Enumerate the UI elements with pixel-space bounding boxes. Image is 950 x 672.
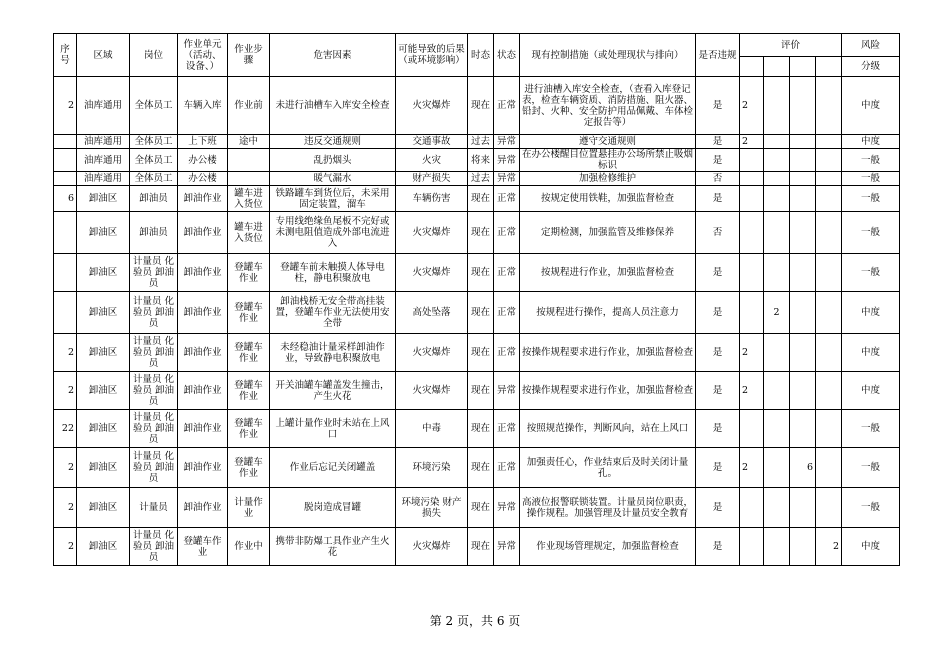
cell-post: 全体员工 — [130, 135, 178, 149]
cell-eval-4 — [816, 149, 842, 172]
cell-violation: 否 — [696, 172, 740, 186]
cell-eval-2: 2 — [764, 292, 790, 334]
page-footer: 第 2 页，共 6 页 — [429, 614, 521, 628]
cell-post: 计量员 化验员 卸油员 — [130, 528, 178, 566]
cell-eval-4 — [816, 254, 842, 292]
cell-unit: 登罐车作业 — [178, 528, 228, 566]
cell-state: 正常 — [494, 292, 520, 334]
cell-hazard: 登罐车前未触摸人体导电柱，静电积聚放电 — [270, 254, 396, 292]
cell-eval-2 — [764, 149, 790, 172]
header-eval: 评价 — [740, 34, 842, 57]
cell-consequence: 车辆伤害 — [396, 186, 468, 212]
cell-post: 全体员工 — [130, 172, 178, 186]
cell-state: 异常 — [494, 149, 520, 172]
cell-eval-2 — [764, 372, 790, 410]
header-consequence: 可能导致的后果（或环境影响） — [396, 34, 468, 77]
cell-eval-4 — [816, 172, 842, 186]
cell-seq: 22 — [54, 410, 77, 448]
cell-unit: 办公楼 — [178, 149, 228, 172]
cell-eval-2 — [764, 172, 790, 186]
header-eval-1 — [740, 57, 764, 77]
cell-post: 卸油员 — [130, 212, 178, 254]
cell-eval-3 — [790, 149, 816, 172]
cell-tense: 现在 — [468, 448, 494, 488]
cell-consequence: 火灾爆炸 — [396, 334, 468, 372]
cell-control: 按规定使用铁鞋，加强监督检查 — [520, 186, 696, 212]
cell-control: 遵守交通规则 — [520, 135, 696, 149]
cell-seq — [54, 149, 77, 172]
cell-eval-1: 2 — [740, 77, 764, 135]
table-row — [54, 172, 900, 186]
cell-eval-3 — [790, 410, 816, 448]
cell-unit: 卸油作业 — [178, 186, 228, 212]
cell-post: 计量员 化验员 卸油员 — [130, 292, 178, 334]
cell-eval-1 — [740, 172, 764, 186]
cell-unit: 卸油作业 — [178, 448, 228, 488]
cell-eval-2 — [764, 77, 790, 135]
header-unit: 作业单元（活动、设备、） — [178, 34, 228, 77]
cell-area: 卸油区 — [77, 448, 130, 488]
cell-state: 异常 — [494, 135, 520, 149]
cell-seq: 2 — [54, 77, 77, 135]
cell-step: 罐车进入货位 — [228, 212, 270, 254]
cell-state: 正常 — [494, 410, 520, 448]
table-row — [54, 135, 900, 149]
cell-hazard: 未进行油槽车入库安全检查 — [270, 77, 396, 135]
cell-area: 油库通用 — [77, 172, 130, 186]
cell-post: 计量员 化验员 卸油员 — [130, 410, 178, 448]
cell-state: 正常 — [494, 334, 520, 372]
cell-area: 油库通用 — [77, 149, 130, 172]
cell-eval-1 — [740, 410, 764, 448]
cell-eval-3: 6 — [790, 448, 816, 488]
cell-hazard: 开关油罐车罐盖发生撞击，产生火花 — [270, 372, 396, 410]
cell-eval-2 — [764, 448, 790, 488]
cell-eval-3 — [790, 488, 816, 528]
header-hazard: 危害因素 — [270, 34, 396, 77]
table-row — [54, 334, 900, 372]
cell-violation: 是 — [696, 372, 740, 410]
cell-violation: 是 — [696, 292, 740, 334]
cell-risk: 一般 — [842, 254, 900, 292]
cell-unit: 卸油作业 — [178, 254, 228, 292]
cell-tense: 现在 — [468, 528, 494, 566]
cell-hazard: 铁路罐车到货位后，未采用固定装置，溜车 — [270, 186, 396, 212]
cell-hazard: 脱岗造成冒罐 — [270, 488, 396, 528]
cell-consequence: 环境污染 — [396, 448, 468, 488]
cell-violation: 是 — [696, 334, 740, 372]
header-eval-2 — [764, 57, 790, 77]
cell-risk: 一般 — [842, 149, 900, 172]
cell-consequence: 火灾爆炸 — [396, 372, 468, 410]
cell-eval-1: 2 — [740, 334, 764, 372]
cell-eval-4 — [816, 410, 842, 448]
header-violation: 是否违规 — [696, 34, 740, 77]
cell-step: 登罐车作业 — [228, 448, 270, 488]
header-grade: 分级 — [842, 57, 900, 77]
cell-eval-4 — [816, 372, 842, 410]
cell-risk: 一般 — [842, 212, 900, 254]
table-row — [54, 254, 900, 292]
table-row — [54, 372, 900, 410]
cell-eval-3 — [790, 528, 816, 566]
cell-seq: 2 — [54, 528, 77, 566]
cell-eval-1 — [740, 212, 764, 254]
header-control: 现有控制措施（或处理现状与排向） — [520, 34, 696, 77]
cell-state: 正常 — [494, 448, 520, 488]
cell-step: 登罐车作业 — [228, 292, 270, 334]
cell-risk: 中度 — [842, 135, 900, 149]
cell-tense: 现在 — [468, 292, 494, 334]
header-risk: 风险 — [842, 34, 900, 57]
cell-area: 卸油区 — [77, 212, 130, 254]
cell-tense: 现在 — [468, 372, 494, 410]
cell-tense: 过去 — [468, 172, 494, 186]
cell-seq — [54, 135, 77, 149]
cell-tense: 现在 — [468, 77, 494, 135]
cell-hazard: 携带非防爆工具作业产生火花 — [270, 528, 396, 566]
cell-step: 作业前 — [228, 77, 270, 135]
cell-risk: 一般 — [842, 410, 900, 448]
cell-consequence: 火灾爆炸 — [396, 254, 468, 292]
cell-step: 途中 — [228, 135, 270, 149]
cell-state: 异常 — [494, 172, 520, 186]
cell-consequence: 火灾爆炸 — [396, 528, 468, 566]
cell-unit: 卸油作业 — [178, 488, 228, 528]
hazard-table — [53, 33, 900, 566]
cell-eval-3 — [790, 212, 816, 254]
cell-violation: 是 — [696, 77, 740, 135]
cell-eval-2 — [764, 334, 790, 372]
cell-tense: 现在 — [468, 410, 494, 448]
cell-seq: 2 — [54, 334, 77, 372]
cell-eval-4 — [816, 448, 842, 488]
cell-tense: 现在 — [468, 334, 494, 372]
cell-step: 登罐车作业 — [228, 334, 270, 372]
cell-eval-1 — [740, 186, 764, 212]
cell-risk: 中度 — [842, 528, 900, 566]
cell-risk: 一般 — [842, 172, 900, 186]
cell-area: 油库通用 — [77, 77, 130, 135]
cell-violation: 是 — [696, 488, 740, 528]
cell-eval-1: 2 — [740, 135, 764, 149]
header-eval-4 — [816, 57, 842, 77]
cell-unit: 上下班 — [178, 135, 228, 149]
cell-area: 卸油区 — [77, 186, 130, 212]
header-area: 区域 — [77, 34, 130, 77]
cell-eval-4 — [816, 186, 842, 212]
cell-state: 正常 — [494, 254, 520, 292]
cell-hazard: 暖气漏水 — [270, 172, 396, 186]
cell-step — [228, 149, 270, 172]
cell-violation: 是 — [696, 254, 740, 292]
cell-area: 卸油区 — [77, 292, 130, 334]
cell-hazard: 未经稳油计量采样卸油作业，导致静电积聚放电 — [270, 334, 396, 372]
cell-tense: 现在 — [468, 254, 494, 292]
cell-eval-3 — [790, 372, 816, 410]
cell-risk: 中度 — [842, 77, 900, 135]
cell-seq: 6 — [54, 186, 77, 212]
cell-post: 计量员 — [130, 488, 178, 528]
cell-area: 卸油区 — [77, 334, 130, 372]
cell-area: 卸油区 — [77, 528, 130, 566]
table-body — [54, 77, 900, 566]
cell-consequence: 财产损失 — [396, 172, 468, 186]
cell-area: 卸油区 — [77, 488, 130, 528]
cell-area: 卸油区 — [77, 372, 130, 410]
cell-area: 卸油区 — [77, 254, 130, 292]
cell-eval-1 — [740, 292, 764, 334]
cell-eval-4 — [816, 212, 842, 254]
cell-hazard: 违反交通规则 — [270, 135, 396, 149]
table-row — [54, 149, 900, 172]
cell-consequence: 中毒 — [396, 410, 468, 448]
header-seq: 序号 — [54, 34, 77, 77]
cell-area: 油库通用 — [77, 135, 130, 149]
cell-risk: 一般 — [842, 448, 900, 488]
cell-unit: 卸油作业 — [178, 334, 228, 372]
cell-risk: 中度 — [842, 334, 900, 372]
cell-step: 罐车进入货位 — [228, 186, 270, 212]
cell-step: 计量作业 — [228, 488, 270, 528]
table-row — [54, 212, 900, 254]
header-post: 岗位 — [130, 34, 178, 77]
cell-risk: 中度 — [842, 292, 900, 334]
cell-eval-3 — [790, 77, 816, 135]
cell-eval-1 — [740, 149, 764, 172]
table-row — [54, 528, 900, 566]
cell-control: 作业现场管理规定，加强监督检查 — [520, 528, 696, 566]
cell-eval-3 — [790, 186, 816, 212]
cell-violation: 是 — [696, 149, 740, 172]
cell-violation: 是 — [696, 410, 740, 448]
cell-eval-3 — [790, 292, 816, 334]
header-step: 作业步骤 — [228, 34, 270, 77]
cell-eval-2 — [764, 186, 790, 212]
cell-eval-1: 2 — [740, 372, 764, 410]
cell-area: 卸油区 — [77, 410, 130, 448]
cell-control: 进行油槽入库安全检查，（查看入库登记表，检查车辆资质、消防措施、阻火器、铅封、火种、安全防护用品佩戴、车体检定报告等） — [520, 77, 696, 135]
cell-unit: 办公楼 — [178, 172, 228, 186]
cell-step: 登罐车作业 — [228, 410, 270, 448]
cell-post: 计量员 化验员 卸油员 — [130, 372, 178, 410]
cell-tense: 将来 — [468, 149, 494, 172]
cell-hazard: 卸油栈桥无安全带高挂装置，登罐车作业无法使用安全带 — [270, 292, 396, 334]
cell-risk: 中度 — [842, 372, 900, 410]
cell-control: 高液位报警联锁装置。计量员岗位职责，操作规程。加强管理及计量员安全教育 — [520, 488, 696, 528]
cell-unit: 卸油作业 — [178, 212, 228, 254]
table-row — [54, 488, 900, 528]
cell-eval-4 — [816, 77, 842, 135]
cell-eval-3 — [790, 334, 816, 372]
cell-eval-2 — [764, 488, 790, 528]
cell-eval-1 — [740, 528, 764, 566]
cell-seq — [54, 292, 77, 334]
cell-step: 作业中 — [228, 528, 270, 566]
cell-control: 定期检测，加强监管及维修保养 — [520, 212, 696, 254]
cell-violation: 是 — [696, 186, 740, 212]
table-row — [54, 77, 900, 135]
cell-state: 异常 — [494, 488, 520, 528]
header-eval-3 — [790, 57, 816, 77]
cell-tense: 现在 — [468, 488, 494, 528]
table-row — [54, 292, 900, 334]
cell-control: 按操作规程要求进行作业，加强监督检查 — [520, 334, 696, 372]
cell-post: 计量员 化验员 卸油员 — [130, 254, 178, 292]
cell-consequence: 火灾爆炸 — [396, 212, 468, 254]
cell-step — [228, 172, 270, 186]
cell-eval-3 — [790, 254, 816, 292]
cell-eval-2 — [764, 410, 790, 448]
cell-state: 正常 — [494, 212, 520, 254]
cell-control: 按操作规程要求进行作业，加强监督检查 — [520, 372, 696, 410]
cell-eval-4 — [816, 334, 842, 372]
cell-seq — [54, 254, 77, 292]
cell-seq: 2 — [54, 448, 77, 488]
cell-violation: 是 — [696, 448, 740, 488]
cell-control: 加强责任心，作业结束后及时关闭计量孔。 — [520, 448, 696, 488]
cell-eval-2 — [764, 528, 790, 566]
cell-unit: 卸油作业 — [178, 292, 228, 334]
header-tense: 时态 — [468, 34, 494, 77]
cell-hazard: 乱扔烟头 — [270, 149, 396, 172]
cell-post: 全体员工 — [130, 77, 178, 135]
cell-eval-2 — [764, 254, 790, 292]
cell-post: 卸油员 — [130, 186, 178, 212]
cell-eval-2 — [764, 135, 790, 149]
cell-seq — [54, 212, 77, 254]
cell-step: 登罐车作业 — [228, 372, 270, 410]
cell-risk: 一般 — [842, 488, 900, 528]
table-row — [54, 448, 900, 488]
table-row — [54, 186, 900, 212]
cell-risk: 一般 — [842, 186, 900, 212]
cell-violation: 否 — [696, 212, 740, 254]
cell-eval-4 — [816, 488, 842, 528]
cell-tense: 现在 — [468, 186, 494, 212]
cell-eval-4 — [816, 292, 842, 334]
cell-consequence: 火灾 — [396, 149, 468, 172]
cell-control: 按规程进行作业，加强监督检查 — [520, 254, 696, 292]
cell-control: 在办公楼醒目位置悬挂办公场所禁止吸烟标识 — [520, 149, 696, 172]
cell-hazard: 专用线绝缘鱼尾板不完好或未测电阻值造成外部电流进入 — [270, 212, 396, 254]
cell-hazard: 作业后忘记关闭罐盖 — [270, 448, 396, 488]
cell-eval-2 — [764, 212, 790, 254]
cell-post: 计量员 化验员 卸油员 — [130, 334, 178, 372]
cell-eval-1 — [740, 488, 764, 528]
cell-violation: 是 — [696, 528, 740, 566]
cell-step: 登罐车作业 — [228, 254, 270, 292]
cell-hazard: 上罐计量作业时未站在上风口 — [270, 410, 396, 448]
cell-tense: 过去 — [468, 135, 494, 149]
table-row — [54, 410, 900, 448]
cell-consequence: 交通事故 — [396, 135, 468, 149]
cell-consequence: 环境污染 财产损失 — [396, 488, 468, 528]
cell-unit: 卸油作业 — [178, 372, 228, 410]
cell-state: 正常 — [494, 77, 520, 135]
header-state: 状态 — [494, 34, 520, 77]
cell-state: 异常 — [494, 528, 520, 566]
cell-eval-4: 2 — [816, 528, 842, 566]
cell-state: 正常 — [494, 186, 520, 212]
cell-post: 计量员 化验员 卸油员 — [130, 448, 178, 488]
cell-eval-1 — [740, 254, 764, 292]
cell-unit: 卸油作业 — [178, 410, 228, 448]
cell-unit: 车辆入库 — [178, 77, 228, 135]
cell-control: 按规程进行操作，提高人员注意力 — [520, 292, 696, 334]
cell-eval-1: 2 — [740, 448, 764, 488]
cell-seq: 2 — [54, 488, 77, 528]
cell-seq — [54, 172, 77, 186]
cell-post: 全体员工 — [130, 149, 178, 172]
cell-state: 异常 — [494, 372, 520, 410]
cell-tense: 现在 — [468, 212, 494, 254]
cell-seq: 2 — [54, 372, 77, 410]
cell-eval-3 — [790, 135, 816, 149]
cell-consequence: 高处坠落 — [396, 292, 468, 334]
cell-control: 加强检修维护 — [520, 172, 696, 186]
cell-eval-3 — [790, 172, 816, 186]
cell-control: 按照规范操作，判断风向，站在上风口 — [520, 410, 696, 448]
cell-eval-4 — [816, 135, 842, 149]
cell-violation: 是 — [696, 135, 740, 149]
cell-consequence: 火灾爆炸 — [396, 77, 468, 135]
